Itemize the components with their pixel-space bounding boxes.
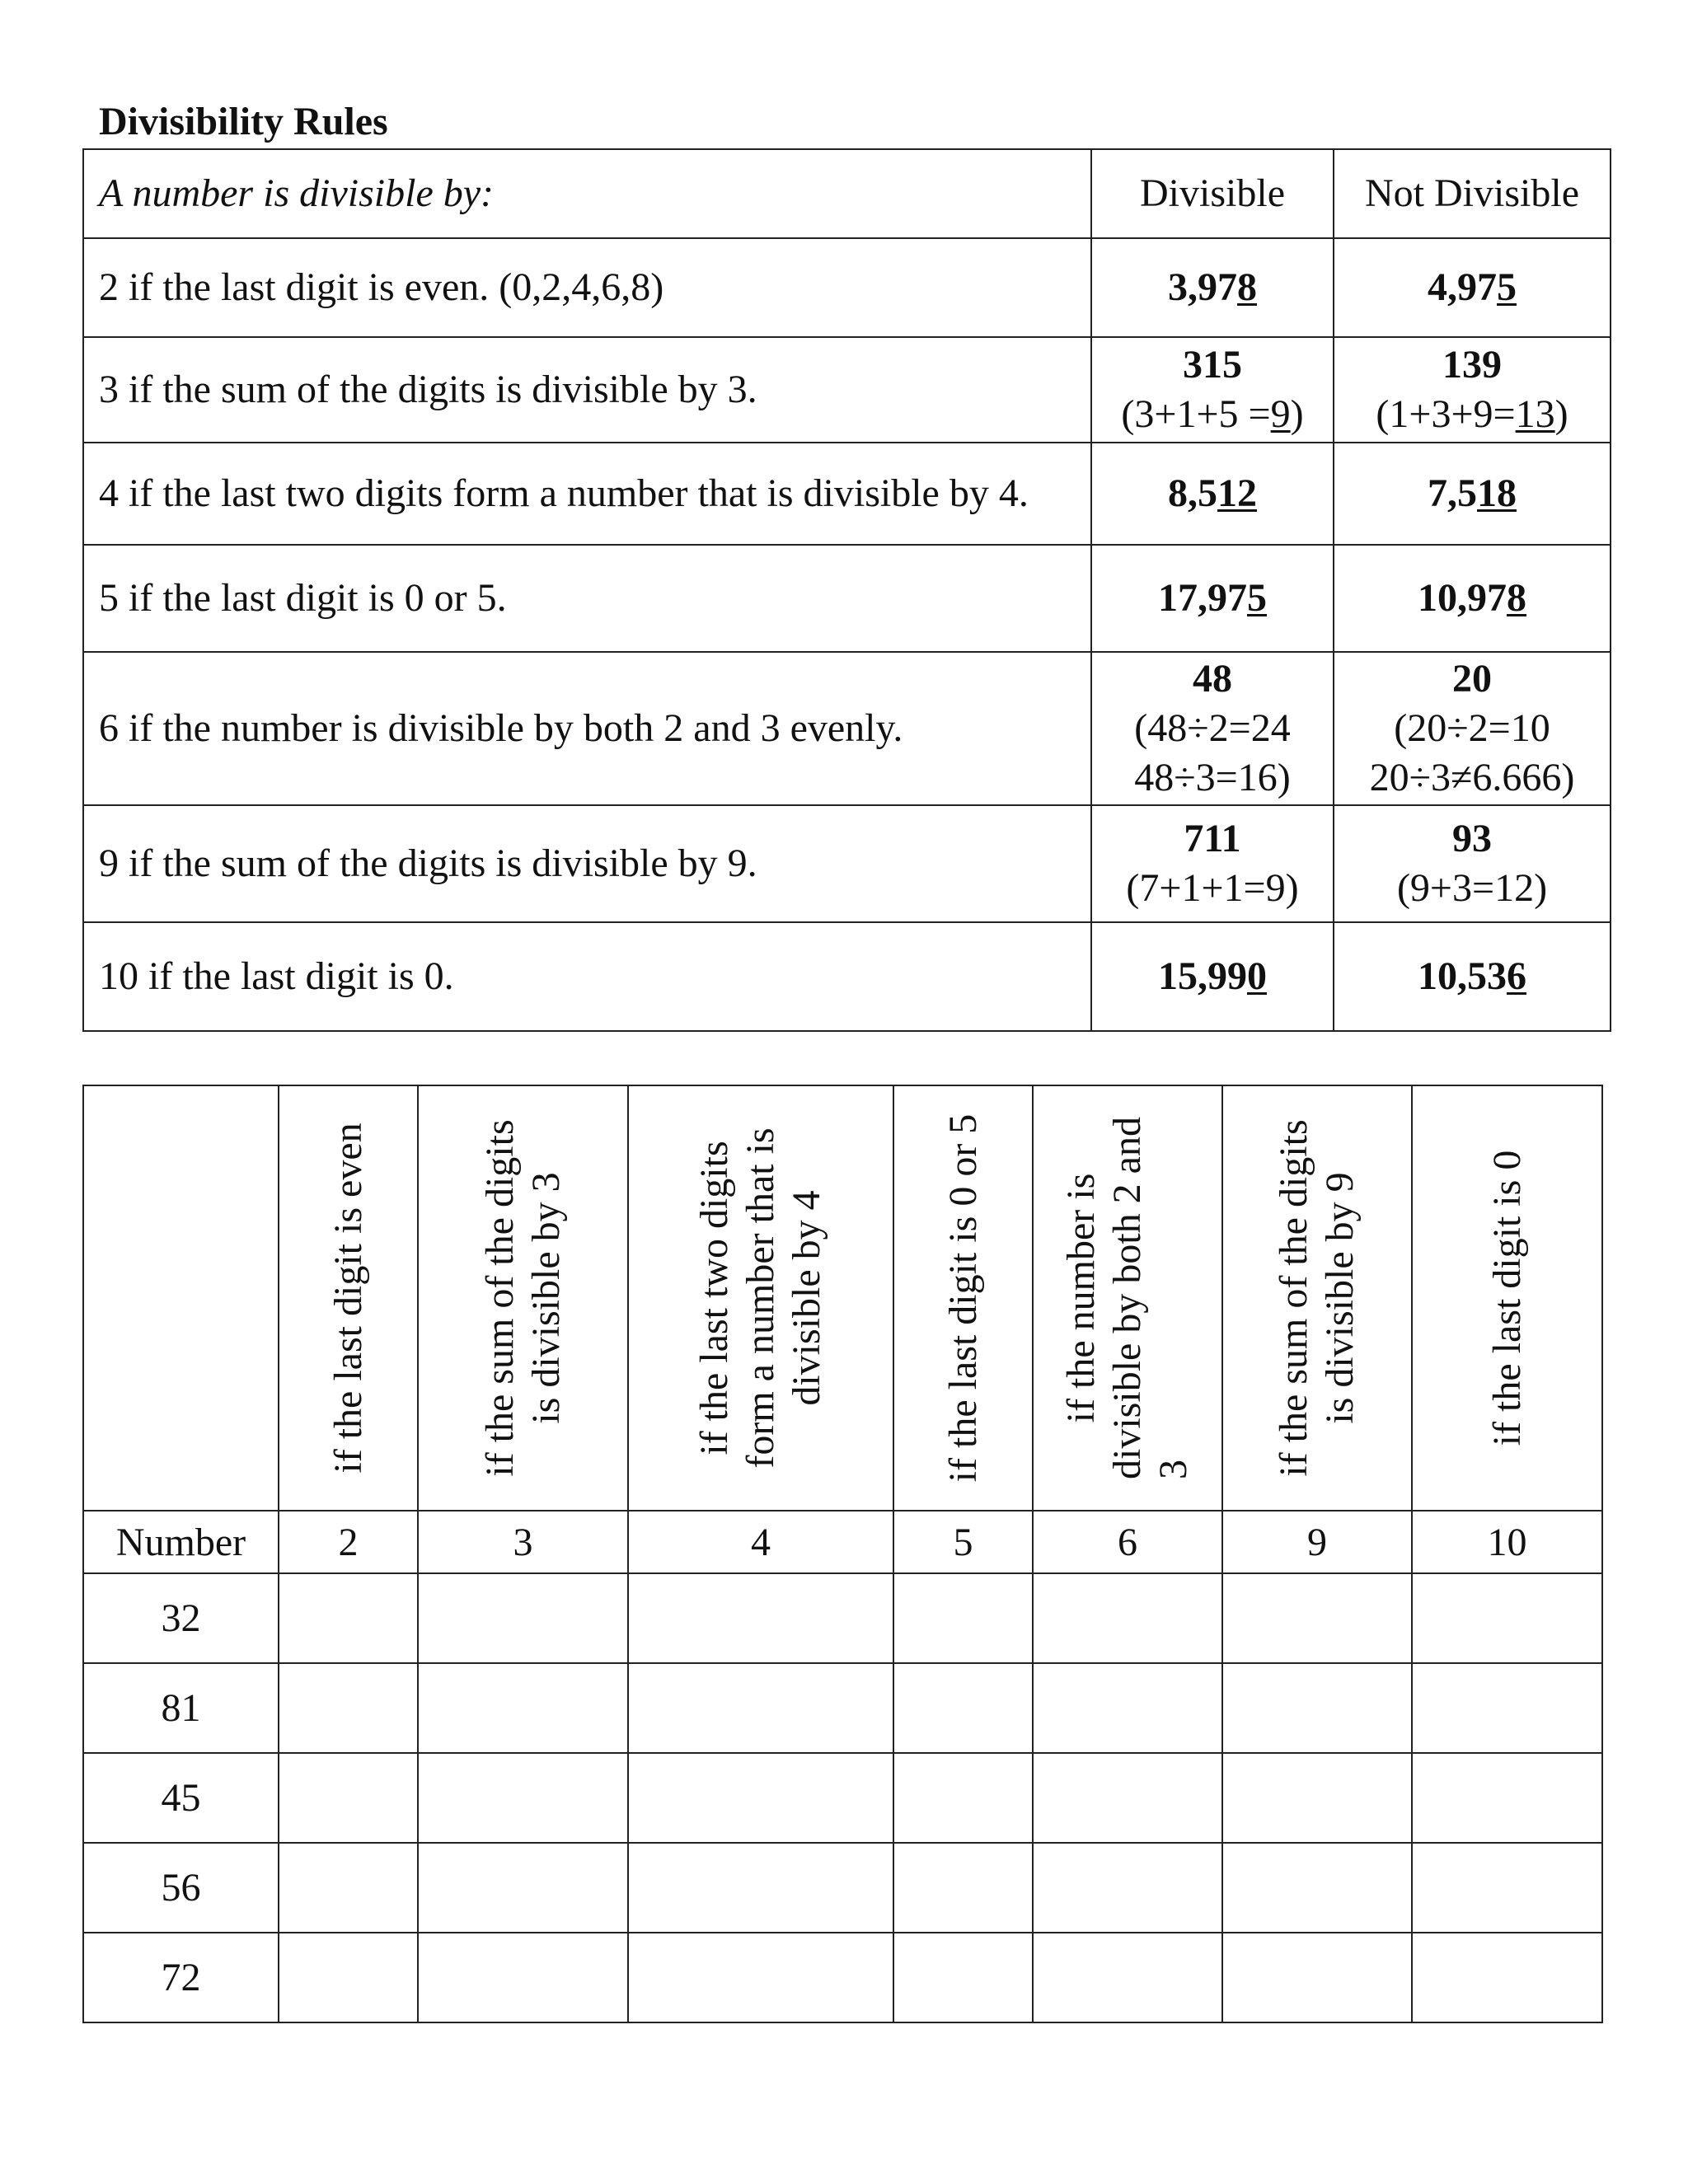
table-row [83, 1753, 1602, 1843]
answer-cell[interactable] [628, 1573, 893, 1663]
rule-text: 6 if the number is divisible by both 2 and 3 evenly. [83, 652, 1091, 805]
answer-cell[interactable] [279, 1933, 418, 2022]
answer-cell[interactable] [1222, 1933, 1412, 2022]
table-row [83, 1843, 1602, 1933]
divisor-cell: 4 [628, 1511, 893, 1573]
divisible-example: 3,978 [1091, 238, 1334, 337]
answer-cell[interactable] [1033, 1753, 1222, 1843]
number-cell: 32 [83, 1573, 279, 1663]
table-row [83, 1933, 1602, 2022]
answer-cell[interactable] [893, 1663, 1033, 1753]
answer-cell[interactable] [1222, 1753, 1412, 1843]
blank-header-cell [83, 1085, 279, 1511]
answer-cell[interactable] [893, 1933, 1033, 2022]
divisible-example: 8,512 [1091, 443, 1334, 545]
rule-text: 3 if the sum of the digits is divisible by 3. [83, 337, 1091, 443]
divisibility-check-table [82, 1085, 1603, 2023]
number-column-header: Number [83, 1511, 279, 1573]
answer-cell[interactable] [628, 1663, 893, 1753]
answer-cell[interactable] [279, 1843, 418, 1933]
rotated-header-row [83, 1085, 1602, 1511]
not-divisible-column-header: Not Divisible [1334, 149, 1611, 238]
answer-cell[interactable] [279, 1573, 418, 1663]
divisor-cell: 2 [279, 1511, 418, 1573]
divisor-cell: 10 [1412, 1511, 1602, 1573]
divisible-example: 15,990 [1091, 922, 1334, 1031]
divisor-row [83, 1511, 1602, 1573]
rule-text: 10 if the last digit is 0. [83, 922, 1091, 1031]
table-row [83, 1573, 1602, 1663]
answer-cell[interactable] [1222, 1573, 1412, 1663]
answer-cell[interactable] [279, 1663, 418, 1753]
number-cell: 56 [83, 1843, 279, 1933]
answer-cell[interactable] [1412, 1933, 1602, 2022]
rotated-header-3: if the sum of the digits is divisible by 3 [418, 1085, 628, 1511]
not-divisible-example: 10,978 [1334, 545, 1611, 652]
answer-cell[interactable] [1033, 1573, 1222, 1663]
rule-text: 4 if the last two digits form a number that is divisible by 4. [83, 443, 1091, 545]
answer-cell[interactable] [628, 1843, 893, 1933]
answer-cell[interactable] [1222, 1843, 1412, 1933]
answer-cell[interactable] [1412, 1753, 1602, 1843]
answer-cell[interactable] [893, 1753, 1033, 1843]
rules-header-row [83, 149, 1611, 238]
divisible-example: 711 (7+1+1=9) [1091, 805, 1334, 922]
answer-cell[interactable] [1412, 1663, 1602, 1753]
rule-row [83, 805, 1611, 922]
answer-cell[interactable] [628, 1933, 893, 2022]
answer-cell[interactable] [1222, 1663, 1412, 1753]
rule-text: 5 if the last digit is 0 or 5. [83, 545, 1091, 652]
rotated-header-4: if the last two digits form a number that is divisible by 4 [628, 1085, 893, 1511]
rule-row [83, 238, 1611, 337]
answer-cell[interactable] [418, 1753, 628, 1843]
divisor-cell: 5 [893, 1511, 1033, 1573]
answer-cell[interactable] [418, 1843, 628, 1933]
answer-cell[interactable] [418, 1573, 628, 1663]
answer-cell[interactable] [893, 1573, 1033, 1663]
divisor-cell: 9 [1222, 1511, 1412, 1573]
rotated-header-6: if the number is divisible by both 2 and 3 [1033, 1085, 1222, 1511]
answer-cell[interactable] [1412, 1843, 1602, 1933]
answer-cell[interactable] [893, 1843, 1033, 1933]
answer-cell[interactable] [418, 1663, 628, 1753]
not-divisible-example: 4,975 [1334, 238, 1611, 337]
rule-row [83, 443, 1611, 545]
not-divisible-example: 20 (20÷2=10 20÷3≠6.666) [1334, 652, 1611, 805]
rule-row [83, 337, 1611, 443]
divisible-example: 48 (48÷2=24 48÷3=16) [1091, 652, 1334, 805]
answer-cell[interactable] [1033, 1663, 1222, 1753]
number-cell: 72 [83, 1933, 279, 2022]
rotated-header-2: if the last digit is even [279, 1085, 418, 1511]
answer-cell[interactable] [1412, 1573, 1602, 1663]
divisor-cell: 6 [1033, 1511, 1222, 1573]
divisible-column-header: Divisible [1091, 149, 1334, 238]
page-title: Divisibility Rules [99, 100, 388, 143]
rule-column-header: A number is divisible by: [83, 149, 1091, 238]
number-cell: 45 [83, 1753, 279, 1843]
divisible-example: 315 (3+1+5 =9) [1091, 337, 1334, 443]
divisible-example: 17,975 [1091, 545, 1334, 652]
answer-cell[interactable] [279, 1753, 418, 1843]
not-divisible-example: 139 (1+3+9=13) [1334, 337, 1611, 443]
rule-text: 9 if the sum of the digits is divisible by 9. [83, 805, 1091, 922]
rotated-header-5: if the last digit is 0 or 5 [893, 1085, 1033, 1511]
rule-row [83, 545, 1611, 652]
not-divisible-example: 10,536 [1334, 922, 1611, 1031]
rule-text: 2 if the last digit is even. (0,2,4,6,8) [83, 238, 1091, 337]
answer-cell[interactable] [1033, 1933, 1222, 2022]
answer-cell[interactable] [628, 1753, 893, 1843]
table-row [83, 1663, 1602, 1753]
rule-row [83, 652, 1611, 805]
not-divisible-example: 93 (9+3=12) [1334, 805, 1611, 922]
number-cell: 81 [83, 1663, 279, 1753]
answer-cell[interactable] [1033, 1843, 1222, 1933]
not-divisible-example: 7,518 [1334, 443, 1611, 545]
divisor-cell: 3 [418, 1511, 628, 1573]
divisibility-rules-table [82, 148, 1611, 1032]
answer-cell[interactable] [418, 1933, 628, 2022]
rule-row [83, 922, 1611, 1031]
rotated-header-9: if the sum of the digits is divisible by 9 [1222, 1085, 1412, 1511]
rotated-header-10: if the last digit is 0 [1412, 1085, 1602, 1511]
